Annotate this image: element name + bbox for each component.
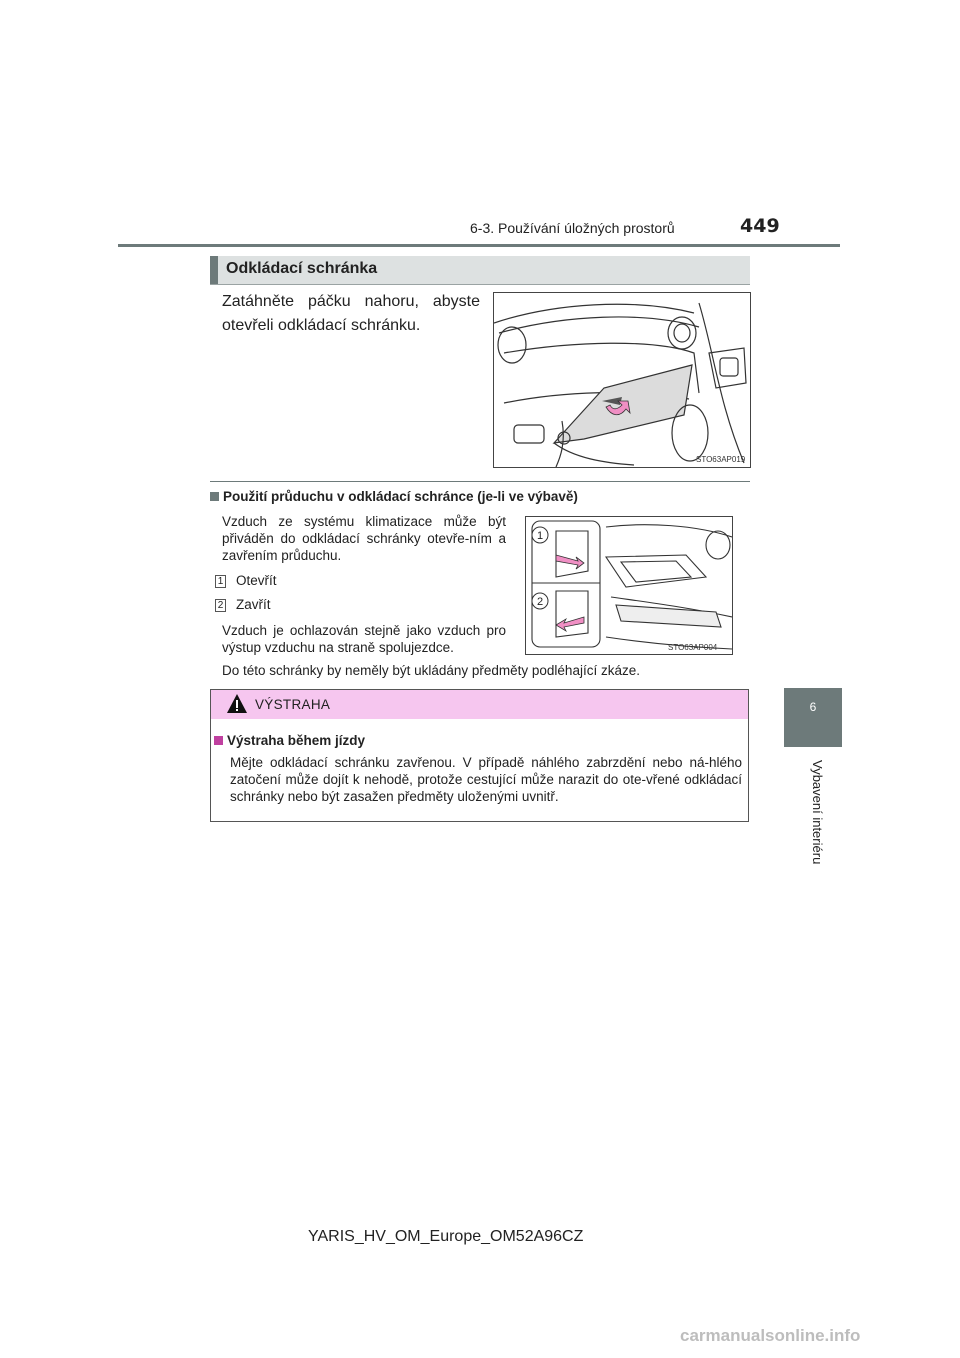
vent-figure xyxy=(525,516,733,655)
item-label: Zavřít xyxy=(236,597,271,612)
figure-code: STO63AP004 xyxy=(668,643,718,652)
subsection-rule xyxy=(210,481,750,482)
subsection-heading-text: Použití průduchu v odkládací schránce (je-li ve výbavě) xyxy=(223,489,578,504)
glovebox-illustration xyxy=(494,293,750,467)
section-heading-text: Odkládací schránka xyxy=(226,260,378,277)
hazard-note: Do této schránky by neměly být ukládány předměty podléhající zkáze. xyxy=(222,663,640,678)
page-number: 449 xyxy=(740,215,780,237)
item-label: Otevřít xyxy=(236,573,277,588)
item-number: 2 xyxy=(215,599,226,612)
vent-illustration xyxy=(526,517,732,654)
bullet-square-icon xyxy=(210,492,219,501)
chapter-tab xyxy=(784,688,842,747)
warning-subheading-text: Výstraha během jízdy xyxy=(227,733,366,748)
figure-code: STO63AP019 xyxy=(696,455,746,464)
list-item xyxy=(215,573,277,588)
item-number: 1 xyxy=(215,575,226,588)
chapter-label: Vybavení interiéru xyxy=(810,760,825,865)
subsection-heading xyxy=(210,489,578,504)
bullet-square-icon xyxy=(214,736,223,745)
warning-text: Mějte odkládací schránku zavřenou. V případě náhlého zabrzdění nebo ná-hlého zatočení může dojít k nehodě, protože cestující může narazit do ote-vřené odkládací schránky nebo být zasažen předměty uloženými uvnitř. xyxy=(230,755,742,804)
chapter-number: 6 xyxy=(809,700,817,714)
warning-title: VÝSTRAHA xyxy=(255,697,331,712)
watermark: carmanualsonline.info xyxy=(680,1326,861,1345)
document-code: YARIS_HV_OM_Europe_OM52A96CZ xyxy=(308,1228,584,1245)
glovebox-figure xyxy=(493,292,751,468)
callout-2: 2 xyxy=(536,596,544,608)
header-rule xyxy=(118,244,840,247)
section-title: 6-3. Používání úložných prostorů xyxy=(470,220,675,236)
warning-subheading xyxy=(214,733,365,748)
vent-description: Vzduch ze systému klimatizace může být přiváděn do odkládací schránky otevře-ním a zavřením průduchu. xyxy=(222,514,506,563)
list-item xyxy=(215,597,271,612)
section-rule xyxy=(210,284,750,285)
cooling-note: Vzduch je ochlazován stejně jako vzduch pro výstup vzduchu na straně spolujezdce. xyxy=(222,623,506,655)
callout-1: 1 xyxy=(536,530,544,542)
section-heading xyxy=(210,256,750,284)
warning-triangle-icon xyxy=(226,693,248,715)
intro-text: Zatáhněte páčku nahoru, abyste otevřeli odkládací schránku. xyxy=(222,293,480,334)
